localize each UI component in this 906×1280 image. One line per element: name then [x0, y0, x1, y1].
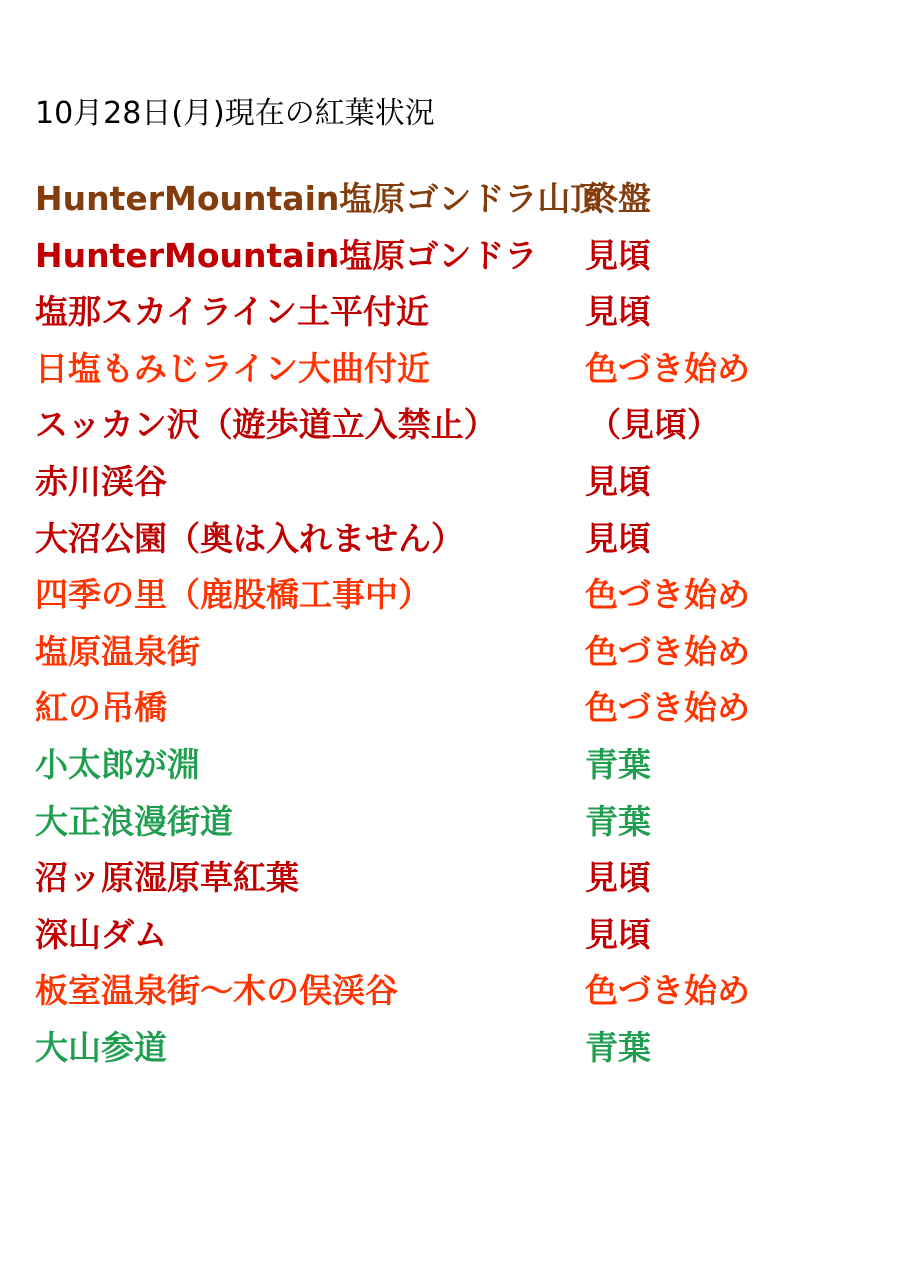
foliage-status: 色づき始め	[585, 348, 750, 388]
location-name: 板室温泉街～木の俣渓谷	[35, 971, 398, 1011]
list-item	[35, 515, 895, 572]
list-item	[35, 175, 895, 232]
foliage-status: 見頃	[585, 858, 651, 898]
list-item	[35, 628, 895, 685]
list-item	[35, 684, 895, 741]
list-item	[35, 967, 895, 1024]
location-name: 塩那スカイライン土平付近	[35, 292, 430, 332]
page-title: 10月28日(月)現在の紅葉状況	[35, 96, 435, 131]
location-name: 四季の里（鹿股橋工事中）	[35, 575, 431, 615]
list-item	[35, 288, 895, 345]
foliage-status: 見頃	[585, 461, 651, 501]
location-name: HunterMountain塩原ゴンドラ	[35, 235, 538, 275]
list-item	[35, 571, 895, 628]
location-name: 小太郎が淵	[35, 744, 200, 784]
list-item	[35, 232, 895, 289]
foliage-status: 見頃	[585, 518, 651, 558]
location-name: スッカン沢（遊歩道立入禁止）	[35, 405, 497, 445]
foliage-status: 色づき始め	[585, 575, 750, 615]
foliage-status: 見頃	[585, 292, 651, 332]
list-item	[35, 854, 895, 911]
location-name: 深山ダム	[35, 914, 167, 954]
foliage-status: 色づき始め	[585, 971, 750, 1011]
list-item	[35, 911, 895, 968]
list-item	[35, 741, 895, 798]
foliage-status: 色づき始め	[585, 631, 750, 671]
location-name: 沼ッ原湿原草紅葉	[35, 858, 299, 898]
location-name: 赤川渓谷	[35, 461, 167, 501]
location-name: 紅の吊橋	[35, 688, 167, 728]
list-item	[35, 401, 895, 458]
foliage-status: 色づき始め	[585, 688, 750, 728]
location-name: 大山参道	[35, 1027, 167, 1067]
foliage-status-list	[35, 175, 895, 1081]
list-item	[35, 798, 895, 855]
location-name: 塩原温泉街	[35, 631, 200, 671]
location-name: 大沼公園（奥は入れません）	[35, 518, 464, 558]
list-item	[35, 345, 895, 402]
foliage-status: 青葉	[585, 1027, 651, 1067]
foliage-status: 見頃	[585, 235, 651, 275]
foliage-status: 青葉	[585, 744, 651, 784]
list-item	[35, 458, 895, 515]
location-name: 日塩もみじライン大曲付近	[35, 348, 431, 388]
foliage-status: 青葉	[585, 801, 651, 841]
location-name: 大正浪漫街道	[35, 801, 233, 841]
foliage-status: 見頃	[585, 914, 651, 954]
foliage-status: 終盤	[585, 179, 651, 218]
foliage-status: （見頃）	[588, 405, 720, 445]
list-item	[35, 1024, 895, 1081]
location-name: HunterMountain塩原ゴンドラ山頂	[35, 179, 604, 218]
